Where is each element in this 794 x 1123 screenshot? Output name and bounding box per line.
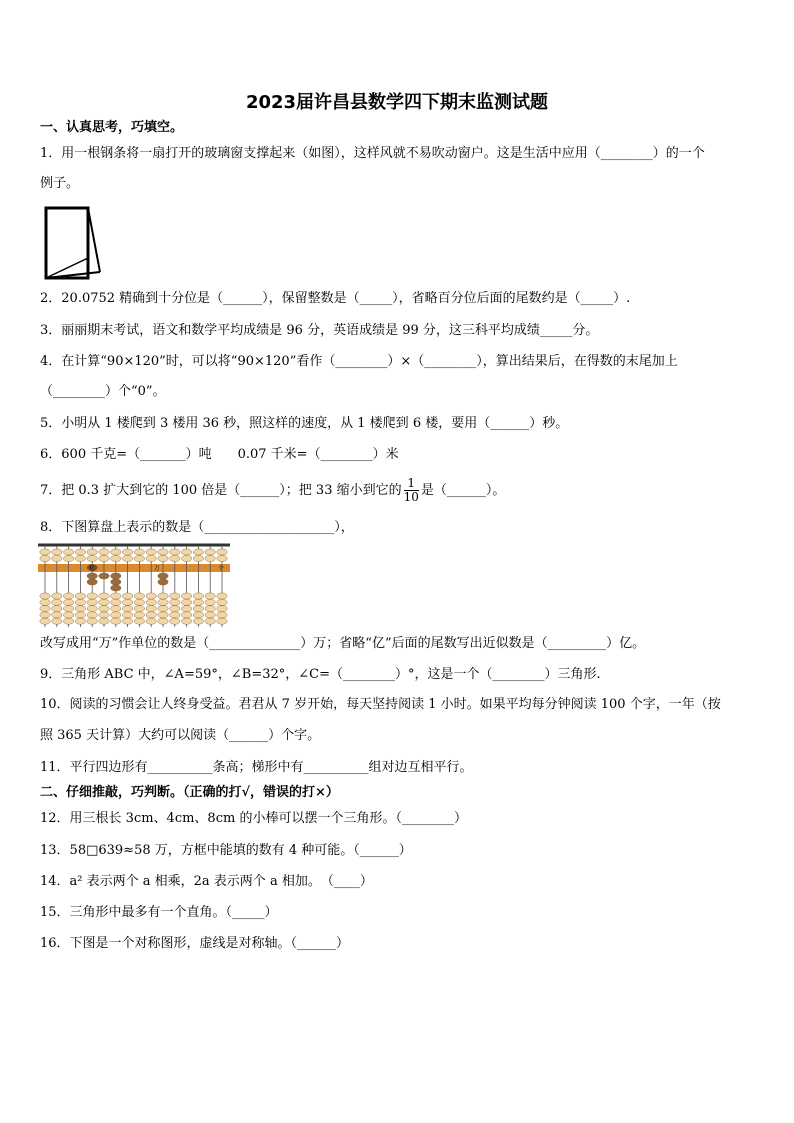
abacus-bead — [52, 555, 62, 561]
abacus-bead — [158, 573, 168, 579]
abacus-bead — [217, 555, 227, 561]
abacus-label-yi: 亿 — [89, 565, 96, 572]
abacus-bead — [170, 618, 180, 624]
abacus-bead — [122, 549, 132, 555]
abacus-bead — [181, 612, 191, 618]
abacus-bead — [111, 606, 121, 612]
abacus-bead — [217, 593, 227, 599]
abacus-bead — [158, 606, 168, 612]
abacus-bead — [170, 599, 180, 605]
abacus-bead — [205, 593, 215, 599]
abacus-bead — [75, 593, 85, 599]
abacus-bead — [75, 606, 85, 612]
abacus-bead — [217, 549, 227, 555]
section-1-heading: 一、认真思考，巧填空。 — [40, 120, 184, 135]
abacus-bead — [181, 555, 191, 561]
abacus-bead — [40, 555, 50, 561]
question-13: 13．58□639≈58 万，方框中能填的数有 4 种可能。（______） — [40, 843, 412, 858]
abacus-bead — [122, 593, 132, 599]
abacus-bead — [40, 612, 50, 618]
abacus-bead — [63, 599, 73, 605]
abacus-bead — [87, 593, 97, 599]
question-7 — [40, 477, 760, 505]
abacus-bead — [181, 606, 191, 612]
abacus-bead — [158, 579, 168, 585]
question-6: 6．600 千克=（_______）吨 0.07 千米=（________）米 — [40, 447, 399, 462]
abacus-bead — [75, 612, 85, 618]
abacus-bead — [52, 612, 62, 618]
abacus-bead — [134, 599, 144, 605]
question-2: 2．20.0752 精确到十分位是（______），保留整数是（_____），省略百分位后面的尾数约是（_____）. — [40, 291, 631, 306]
abacus-bead — [40, 606, 50, 612]
abacus-bead — [146, 549, 156, 555]
question-3: 3．丽丽期末考试，语文和数学平均成绩是 96 分，英语成绩是 99 分，这三科平均成绩_____分。 — [40, 323, 599, 338]
question-7-prefix: 7．把 0.3 扩大到它的 100 倍是（______）；把 33 缩小到它的 — [40, 483, 402, 498]
abacus-bead — [181, 599, 191, 605]
abacus-bead — [193, 599, 203, 605]
abacus-bead — [87, 549, 97, 555]
abacus-bead — [99, 618, 109, 624]
abacus-bead — [111, 593, 121, 599]
abacus-bead — [87, 579, 97, 585]
abacus-bead — [87, 612, 97, 618]
abacus-bead — [146, 618, 156, 624]
abacus-bead — [217, 612, 227, 618]
question-16: 16．下图是一个对称图形，虚线是对称轴。（______） — [40, 936, 350, 951]
abacus-bead — [146, 606, 156, 612]
question-4-line-1: 4．在计算“90×120”时，可以将“90×120”看作（________）×（________），算出结果后，在得数的末尾加上 — [40, 354, 678, 369]
abacus-bead — [205, 618, 215, 624]
abacus-bead — [63, 593, 73, 599]
abacus-bead — [111, 612, 121, 618]
abacus-bead — [134, 618, 144, 624]
abacus-bead — [205, 599, 215, 605]
abacus-bead — [217, 618, 227, 624]
abacus-bead — [40, 599, 50, 605]
abacus-bead — [205, 555, 215, 561]
abacus-bead — [146, 593, 156, 599]
abacus-bead — [52, 549, 62, 555]
fraction-numerator: 1 — [404, 477, 419, 491]
abacus-bead — [111, 579, 121, 585]
abacus-bead — [170, 555, 180, 561]
abacus-bead — [99, 573, 109, 579]
abacus-bead — [52, 599, 62, 605]
abacus-bead — [134, 555, 144, 561]
question-14: 14．a² 表示两个 a 相乘，2a 表示两个 a 相加。 （____） — [40, 874, 373, 889]
abacus-bead — [99, 593, 109, 599]
abacus-bead — [87, 606, 97, 612]
abacus-beam — [38, 564, 230, 572]
abacus-bead — [122, 606, 132, 612]
abacus-bead — [122, 618, 132, 624]
abacus-bead — [158, 549, 168, 555]
abacus-label-ge: 个 — [218, 565, 225, 572]
question-8-part-2: 改写成用“万”作单位的数是（______________）万；省略“亿”后面的尾数写出近似数是（_________）亿。 — [40, 636, 646, 651]
abacus-bead — [134, 593, 144, 599]
abacus-bead — [217, 606, 227, 612]
question-1-line-2: 例子。 — [40, 176, 80, 191]
abacus-bead — [75, 549, 85, 555]
abacus-bead — [158, 618, 168, 624]
abacus-bead — [63, 612, 73, 618]
abacus-bead — [193, 549, 203, 555]
question-1-line-1: 1．用一根钢条将一扇打开的玻璃窗支撑起来（如图），这样风就不易吹动窗户。这是生活中应用（________）的一个 — [40, 146, 705, 161]
abacus-bead — [205, 612, 215, 618]
abacus-bead — [111, 555, 121, 561]
question-15: 15．三角形中最多有一个直角。（_____） — [40, 905, 278, 920]
abacus-bead — [170, 549, 180, 555]
abacus-bead — [181, 549, 191, 555]
abacus-bead — [52, 606, 62, 612]
abacus-bead — [158, 593, 168, 599]
fraction-one-tenth — [404, 477, 419, 504]
question-4-line-2: （________）个“0”。 — [40, 384, 166, 399]
window-support-figure — [40, 204, 106, 282]
abacus-bead — [134, 606, 144, 612]
question-9: 9．三角形 ABC 中，∠A=59°，∠B=32°，∠C=（________）°，这是一个（________）三角形. — [40, 667, 601, 682]
abacus-bead — [111, 599, 121, 605]
abacus-bead — [87, 599, 97, 605]
abacus-bead — [87, 555, 97, 561]
abacus-bead — [111, 549, 121, 555]
abacus-bead — [146, 555, 156, 561]
abacus-bead — [193, 555, 203, 561]
abacus-bead — [158, 555, 168, 561]
abacus-bead — [99, 555, 109, 561]
abacus-bead — [87, 618, 97, 624]
abacus-bead — [170, 606, 180, 612]
abacus-bead — [217, 599, 227, 605]
abacus-bead — [99, 599, 109, 605]
abacus-bead — [193, 593, 203, 599]
question-10-line-2: 照 365 天计算）大约可以阅读（______）个字。 — [40, 728, 321, 743]
question-12: 12．用三根长 3cm、4cm、8cm 的小棒可以摆一个三角形。（________） — [40, 811, 467, 826]
abacus-bead — [146, 599, 156, 605]
abacus-bead — [40, 593, 50, 599]
abacus-bead — [63, 606, 73, 612]
abacus-bead — [75, 555, 85, 561]
question-11: 11．平行四边形有__________条高；梯形中有__________组对边互相平行。 — [40, 760, 473, 775]
abacus-bead — [158, 599, 168, 605]
abacus-bead — [63, 549, 73, 555]
abacus-bead — [193, 612, 203, 618]
abacus-bead — [99, 612, 109, 618]
abacus-bead — [134, 612, 144, 618]
fraction-denominator: 10 — [403, 490, 419, 504]
abacus-label-wan: 万 — [154, 565, 161, 572]
abacus-bead — [111, 585, 121, 591]
abacus-bead — [40, 549, 50, 555]
abacus-bead — [52, 618, 62, 624]
abacus-bead — [122, 555, 132, 561]
page-title: 2023届许昌县数学四下期末监测试题 — [245, 92, 549, 113]
abacus-bead — [75, 618, 85, 624]
section-2-heading: 二、仔细推敲，巧判断。（正确的打√，错误的打×） — [40, 785, 339, 800]
abacus-bead — [99, 606, 109, 612]
abacus-bead — [193, 606, 203, 612]
abacus-bead — [111, 618, 121, 624]
abacus-bead — [134, 549, 144, 555]
abacus-bead — [63, 555, 73, 561]
abacus-bead — [205, 549, 215, 555]
abacus-bead — [170, 612, 180, 618]
abacus-bead — [63, 618, 73, 624]
abacus-bead — [99, 549, 109, 555]
abacus-bead — [170, 593, 180, 599]
abacus-bead — [122, 612, 132, 618]
abacus-bead — [205, 606, 215, 612]
abacus-figure — [38, 543, 230, 627]
abacus-bead — [181, 618, 191, 624]
abacus-bead — [181, 593, 191, 599]
abacus-bead — [75, 599, 85, 605]
question-10-line-1: 10．阅读的习惯会让人终身受益。君君从 7 岁开始，每天坚持阅读 1 小时。如果平均每分钟阅读 100 个字，一年（按 — [40, 697, 721, 712]
question-5: 5．小明从 1 楼爬到 3 楼用 36 秒，照这样的速度，从 1 楼爬到 6 楼，要用（______）秒。 — [40, 416, 569, 431]
abacus-bead — [146, 612, 156, 618]
abacus-bead — [111, 573, 121, 579]
abacus-bead — [87, 573, 97, 579]
abacus-bead — [122, 599, 132, 605]
abacus-bead — [193, 618, 203, 624]
question-7-suffix: 是（______）。 — [420, 483, 506, 498]
abacus-bead — [158, 612, 168, 618]
abacus-bead — [52, 593, 62, 599]
abacus-bead — [40, 618, 50, 624]
question-8: 8．下图算盘上表示的数是（____________________）， — [40, 520, 354, 535]
